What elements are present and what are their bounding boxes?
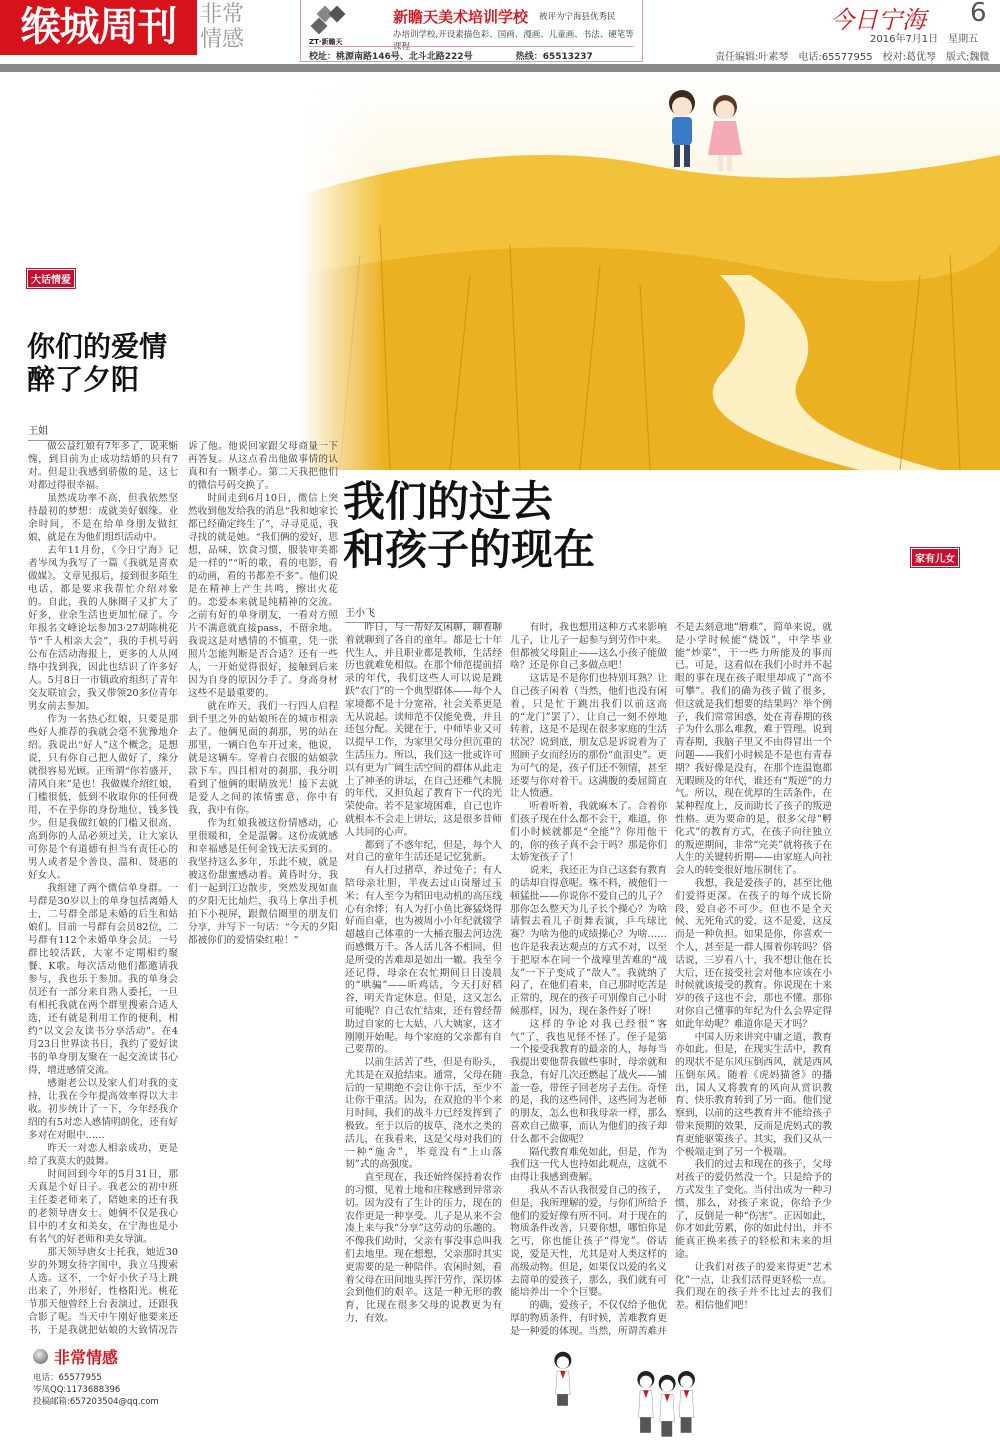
school-hotline: 热线：65513237 <box>515 52 593 62</box>
paragraph: 昨日，与一帮好友闲聊，聊着聊着就聊到了各自的童年。都是七十年代生人，并且职业都是教师，生活经历也就难免相似。在那个师范提前招录的年代，我们这些人可以说是跳跃“农门”的一个典型群体——每个人家境都不是十分宽裕，社会关系更是无从说起。读师范不仅能免费，并且还包分配。关键在于，中师毕业又可以提早工作，为家里父母分担沉重的生活压力。所以，我们这一批或许可以有更为广阔生活空间的群体从此走上了神圣的讲坛，在自己还稚气未脱的年代，又担负起了教育下一代的光荣使命。若不是家境困难，自己也许就根本不会走上讲坛，这是很多昔师人共同的心声。 <box>345 622 502 838</box>
article-headline <box>343 478 595 574</box>
paragraph: 就在昨天，我们一行四人启程到千里之外的姑娘所在的城市相亲去了。他俩见面的刹那，男的站在那里，一辆白色车开过来，他说，就是这辆车。穿着白衣服的姑娘款款下车。四目相对的刹那，我分明看到了他俩的眼睛放光！接下去就是爱人之间的浓情蜜意，你中有我，我中有你。 <box>188 701 338 816</box>
paragraph: 时间走到6月10日，微信上突然收到他发给我的消息“我和她家长都已经确定终生了”，寻寻觅觅，我寻找的就是她。“我们俩的爱好，思想，品味，饮食习惯，服装审美都是一样的”“听的歌，看的电影，看的动画，看的书都差不多”。他们说是在精神上产生共鸣，擦出火花的。恋爱本来就是纯精神的交流。之前有好的单身朋友，一看对方照片不满意就直接pass，不留余地。我说这是对感情的不慎重，凭一张照片怎能判断是否合适？还有一些人，一开始觉得很好，接触到后来因为自身的原因分手了。身高身材这些不是最重要的。 <box>188 493 338 699</box>
footer-phone: 电话：65577955 <box>33 1373 102 1383</box>
header-divider <box>0 64 1000 72</box>
footer-brand-label: 非常情感 <box>54 1348 119 1367</box>
headline-line: 你们的爱情 <box>27 330 168 363</box>
footer-brand <box>33 1345 159 1368</box>
masthead: 缑城周刊 <box>0 0 197 55</box>
editorial-credits: 责任编辑:叶素琴 电话:65577955 校对:葛优琴 版式:魏微 <box>715 52 990 63</box>
paragraph: 我从不否认我很爱自己的孩子，但是，我所理解的爱，与你们所给予他们的爱好像有所不同。对于现在的物质条件改善，只要你想，哪怕你是乞丐，你也能让孩子“得宠”。俗话说，爱是天性，尤其是对人类这样的高级动物。但是，如果仅以爱的名义去简单的爱孩子，那么，我们就有可能培养出一个个巨婴。 <box>510 1185 667 1299</box>
paragraph: 昨天一对恋人相亲成功，更是给了我莫大的鼓舞。 <box>28 1143 178 1167</box>
paragraph: 直至现在，我还始终保持着农作的习惯，见着土地和庄稼感到异常亲切。因为没有了生计的压力，现在的农作更是一种享受。儿子是从来不会凑上来与我“分享”这劳动的乐趣的。不像我们幼时，父亲有事没事总叫我们去地里。现在想想，父亲那时其实更需要的是一种陪伴。农闲时刻，看着父母在田间地头挥汗劳作，深切体会到他们的艰辛。这是一种无形的教育，比现在很多父母的说教更为有力，有效。 <box>345 1172 502 1325</box>
newspaper-logo: 今日宁海 <box>830 6 926 34</box>
paragraph: 这样的争论对我已经很“客气”了，我也见怪不怪了。侄子是第一个接受我教育的最亲的人，每每当我提出要他帮我做些事时，母亲就和我急，有好几次还燃起了战火——铺盖一卷，带侄子回老房子去住。奇怪的是，我的这些同伴，这些同为老师的朋友，怎么也和我母亲一样，那么喜欢自己做事，而认为他们的孩子却什么都不会做呢？ <box>510 1018 667 1145</box>
school-honor: 被评为宁海县优秀民 <box>539 12 616 22</box>
footer-email[interactable]: 投稿邮箱:657203504@qq.com <box>33 1397 159 1407</box>
paragraph: 我想，我是爱孩子的，甚至比他们爱得更深。在孩子的每个成长阶段，爱自必不可少。但也不是全天候、无死角式的爱，这不是爱，这反而是一种负担。如果是你，你喜欢一个人，甚至是一群人围着你转吗？俗话说，三岁看八十，我不想让他在长大后，还在接受社会对他本应该在小时候就该接受的教育。你说现在十来岁的孩子这也不会，那也不懂。那你对你自己懂事的年纪为什么会界定得如此年幼呢？难道你是天才吗？ <box>675 877 832 1030</box>
bullet-ball-icon <box>33 1349 48 1364</box>
headline-line: 我们的过去 <box>343 477 554 526</box>
headline-line: 和孩子的现在 <box>343 525 596 574</box>
paragraph: 时间回到今年的5月31日，那天真是个好日子。我老公的初中班主任娄老师来了，陪她来的还有我的老领导唐女士。她俩不仅是我心目中的才女和美女，在宁海也是小有名气的好老师和美女导演。 <box>28 1169 178 1245</box>
paragraph: 作为一名热心红娘，只要是那些好人推荐的我就会毫不犹豫地介绍。我说出“好人”这个概念，是想说，只有你自己把人做好了，缘分就很容易光顾。正所谓“你若盛开，清风自来”是也！我做媒介绍红娘，门槛很低，低到不收取你的任何费用，不在乎你的身份地位，钱多钱少。但是我做红娘的门槛又很高，高到你的人品必须过关，让大家认可你是个有道德有担当有责任心的男人或者是个善良、温和、贤惠的好女人。 <box>28 714 178 881</box>
paragraph: 中国人历来讲究中庸之道，教育亦如此。但是，在现实生活中，教育的现状不是东风压倒西风，就是西风压倒东风。随着《虎妈猫爸》的播出，国人又将教育的风向从赏识教育、快乐教育转到了另一面。他们觉察到，以前的这些教育并不能给孩子带来预期的效果，反而是虎妈式的教育更能驱策孩子。其实，我们又从一个极端走到了另一个极端。 <box>675 1031 832 1158</box>
section-name-line: 非常 <box>200 2 245 27</box>
paragraph: 虽然成功率不高，但我依然坚持最初的梦想：成就美好姻缘。业余时间，不是在给单身朋友做红娘，就是在为他们组织活动中。 <box>28 493 178 543</box>
issue-date: 2016年7月1日 星期五 <box>870 34 979 45</box>
paragraph: 这话是不是你们也特别耳熟？让自己孩子闲着（当然，他们也没有闲着，只是忙于跳出我们以前这高的“龙门”罢了），让自己一刻不停地转着，这是不是现在很多家庭的生活状况？说到底，朋友总是诉说着为了照顾子女而经历的那份“血泪史”。更为可气的是，孩子们还不领情，甚至还要与你对着干。这满腹的委屈简直让人愤懑。 <box>510 673 667 800</box>
paragraph: 都到了不惑年纪，但是，每个人对自己的童年生活还是记忆犹新。 <box>345 839 502 864</box>
section-footer <box>33 1345 159 1408</box>
advertisement[interactable] <box>300 0 643 62</box>
footer-qq: 岑凤QQ:1173688396 <box>33 1385 121 1395</box>
column-tag <box>912 547 958 566</box>
svg-text:ZT·新瞻天: ZT·新瞻天 <box>309 38 343 46</box>
article-body <box>345 622 997 1342</box>
paragraph: 作为红娘我被这份情感动，心里很暖和，全是温馨。这份成就感和幸福感是任何金钱无法买到的。我坚持这么多年，乐此不疲，就是被这份甜蜜感动着。黄昏时分，我们一起到江边散步，突然发现如血的夕阳无比灿烂，我马上拿出手机拍下小视屏，跟微信圈里的朋友们分享，并写下一句话：“今天的夕阳都被你们的爱情染红啦！” <box>188 818 338 946</box>
article-headline <box>27 330 167 396</box>
school-address: 校址：桃源南路146号、北斗北路222号 <box>309 52 473 62</box>
section-name <box>200 2 244 52</box>
school-name: 新瞻天美术培训学校 <box>393 8 529 26</box>
paragraph: 我们的过去和现在的孩子，父母对孩子的爱仍然没一个。只是给予的方式发生了变化。当付出成为一种习惯，那么，对孩子来说，你给予少了，反倒是一种“伤害”。正因如此，你才如此劳累，你的如此付出，并不能真正换来孩子的轻松和未来的坦途。 <box>675 1159 832 1261</box>
school-logo-icon <box>309 6 359 46</box>
paragraph: 有时，我也想用这种方式来影响儿子，让儿子一起参与到劳作中来。但都被父母阻止——这么小孩子能做啥？还是你自己多做点吧！ <box>510 622 667 672</box>
article-body <box>28 440 338 1338</box>
school-courses: 办培训学校,开设素描色彩、国画、漫画、儿童画、书法、硬笔等课程 <box>393 30 634 52</box>
column-tag-label: 家有儿女 <box>912 549 958 566</box>
section-name-line: 情感 <box>200 27 245 52</box>
school-contact <box>309 46 634 62</box>
paragraph: 让我们对孩子的爱来得更“艺术化”一点，让我们活得更轻松一点。我们现在的孩子并不比过去的我们差。相信他们吧！ <box>675 1261 832 1312</box>
paragraph: 隔代教育难免如此，但是，作为我们这一代人也持如此观点，这就不由得让我感到费解。 <box>510 1146 667 1184</box>
page-number: 6 <box>970 0 987 28</box>
wheat-field-illustration <box>300 75 1000 470</box>
paragraph: 做公益红娘有7年多了，说来惭愧，到目前为止成功结婚的只有7对。但是让我感到骄傲的是，这七对都过得很幸福。 <box>28 441 179 491</box>
headline-line: 醉了夕阳 <box>27 363 140 396</box>
paragraph: 那天领导唐女士托我，她近30岁的外甥女待字闺中，我立马搜索人选。这不，一个好小伙子马上跳出来了，外形好，性格阳光。桃花节那天他曾经上台表演过，还跟我合影了呢。当天中午刚好他要来还书，于是我就把姑娘的大致情况告诉了他。他说回家跟父母商量一下再答复。从这点看出他做事情的认真和有一颗孝心。第二天我把他们的微信号码交换了。 <box>28 441 338 1336</box>
paragraph: 去年11月份，《今日宁海》记者岑凤为我写了一篇《我就是喜欢做媒》。文章见报后，接到很多陌生电话，都是要求我帮忙介绍对象的。自此，我的人脉圈子又扩大了好多，业余生活也更加忙碌了。今年报名文峰论坛参加3·27胡陈桃花节“千人相亲大会”，我的手机号码公布在活动海报上，更多的人从网络中找到我，因此也结识了许多好人。5月8日一市镇政府组织了青年交友联谊会，我又带领20多位青年男女前去参加。 <box>28 545 178 712</box>
paragraph: 有人打过猪草，养过兔子；有人陪母亲壮胆，半夜去过山岗掰过玉米；有人至今为稻田电动机的高压线心有余悸；有人为打小鱼比赛猛烧得好而自豪，也为被周小小年纪就辍学超越自己体重的一大桶衣服去河边洗而感慨万千。各人活儿各不相同，但是所受的苦难却是如出一辙。我至今还记得，母亲在农忙期间日日凌晨的“哄骗”——昕鸡话，今天打好稻谷，明天肯定休息。但是，这又怎么可能呢？自己农忙结束，还有曾经帮助过自家的七大姑、八大姨家，这才刚刚开始呢。每个家庭的父亲都有自己要帮的。 <box>345 865 502 1056</box>
column-tag-label: 大话情爱 <box>28 270 74 287</box>
paragraph: 感谢老公以及家人们对我的支持，让我在今年提高效率得以大丰收。初步统计了一下，今年经我介绍的有5对恋人感情明朗化，还有好多对在对眼中…… <box>28 1078 179 1141</box>
column-tag <box>28 268 74 287</box>
article-author: 王姐 <box>28 422 168 441</box>
paragraph: 我组建了两个微信单身群。一号群是30岁以上的单身包括离婚人士，二号群全部是未婚的后生和姑娘们。目前一号群有会员82位，二号群有112个未婚单身会员。一号群比较活跃，大家不定期相约聚餐、K歌。每次活动他们都邀请我参与，我也乐于参加。我的单身会员还有一部分来自熟人委托，一旦有相托我就在两个群里搜索合适人选，还有就是利用工作的便利，相约“以文会友读书分享活动”。在4月23日世界读书日，我约了爱好读书的单身朋友聚在一起交流读书心得，增进感情交流。 <box>28 883 178 1076</box>
paragraph: 的确，爱孩子，不仅仅给予他优厚的物质条件，有时候，苦难教育更是一种爱的体现。当然，所谓苦难并不是去刻意地“磨难”，简单来说，就是小学时候能“烧饭”，中学毕业能“炒菜”，干一些力所能及的事而已。可是，这看似在我们小时并不起眼的事在现在孩子眼里却成了“高不可攀”。我们的确为孩子做了很多，但这就是我们想要的结果吗？举个例子，我们常常困惑，处在青春期的孩子为什么那么难教，难于管理。说到青春期，我脑子里又不由得冒出一个问题——我们小时候是不是也有青春期？我好像是没有，在那个连温饱都无暇顾及的年代，谁还有“叛逆”的力气。所以，现在优厚的生活条件，在某种程度上，反而助长了孩子的叛逆性格。更为要命的是，很多父母“孵化式”的教育方式，在孩子向往独立的叛逆期间，非常“完美”就将孩子在人生的关键转折期——由家庭人向社会人的转变很好地压制住了。 <box>510 622 832 1337</box>
paragraph: 以前生活苦了些，但是有盼头，尤其是在双抢结束。通常，父母在随后的一星期绝不会让你干活，至少不让你干重活。因为，在双抢的半个来月时间，我们的战斗力已经发挥到了极致。至于以后的拔草、浇水之类的活儿，在我看来，这是父母对我们的一种“施舍”，毕竟没有“上山落韧”式的高强度。 <box>345 1057 502 1171</box>
children-illustration <box>345 1344 997 1444</box>
paragraph: 说来，我还正为自己这套有教育的话却自得意呢。殊不料，被他们一顿猛批——你说你不爱自己的儿子？那你怎么整天为儿子长个操心？为啥请假去看儿子街舞表演，乒乓球比赛？为啥为他的成绩操心？为啥……也许是我表达观点的方式不对，以至于把原本在同一个战壕里苦难的“战友”一下子变成了“敌人”。我就纳了闷了，在他们看来，自己那时吃苦是正常的，现在的孩子可别像自己小时候那样，因为，现在条件好了呀！ <box>510 865 667 1017</box>
paragraph: 听着听着，我就麻木了。合着你们孩子现在什么都不会干，难道，你们小时候就都是“全能”？你用他干的，你的孩子真不会干吗？那是你们太娇宠孩子了！ <box>510 801 667 864</box>
article-author: 王小飞 <box>345 604 497 623</box>
